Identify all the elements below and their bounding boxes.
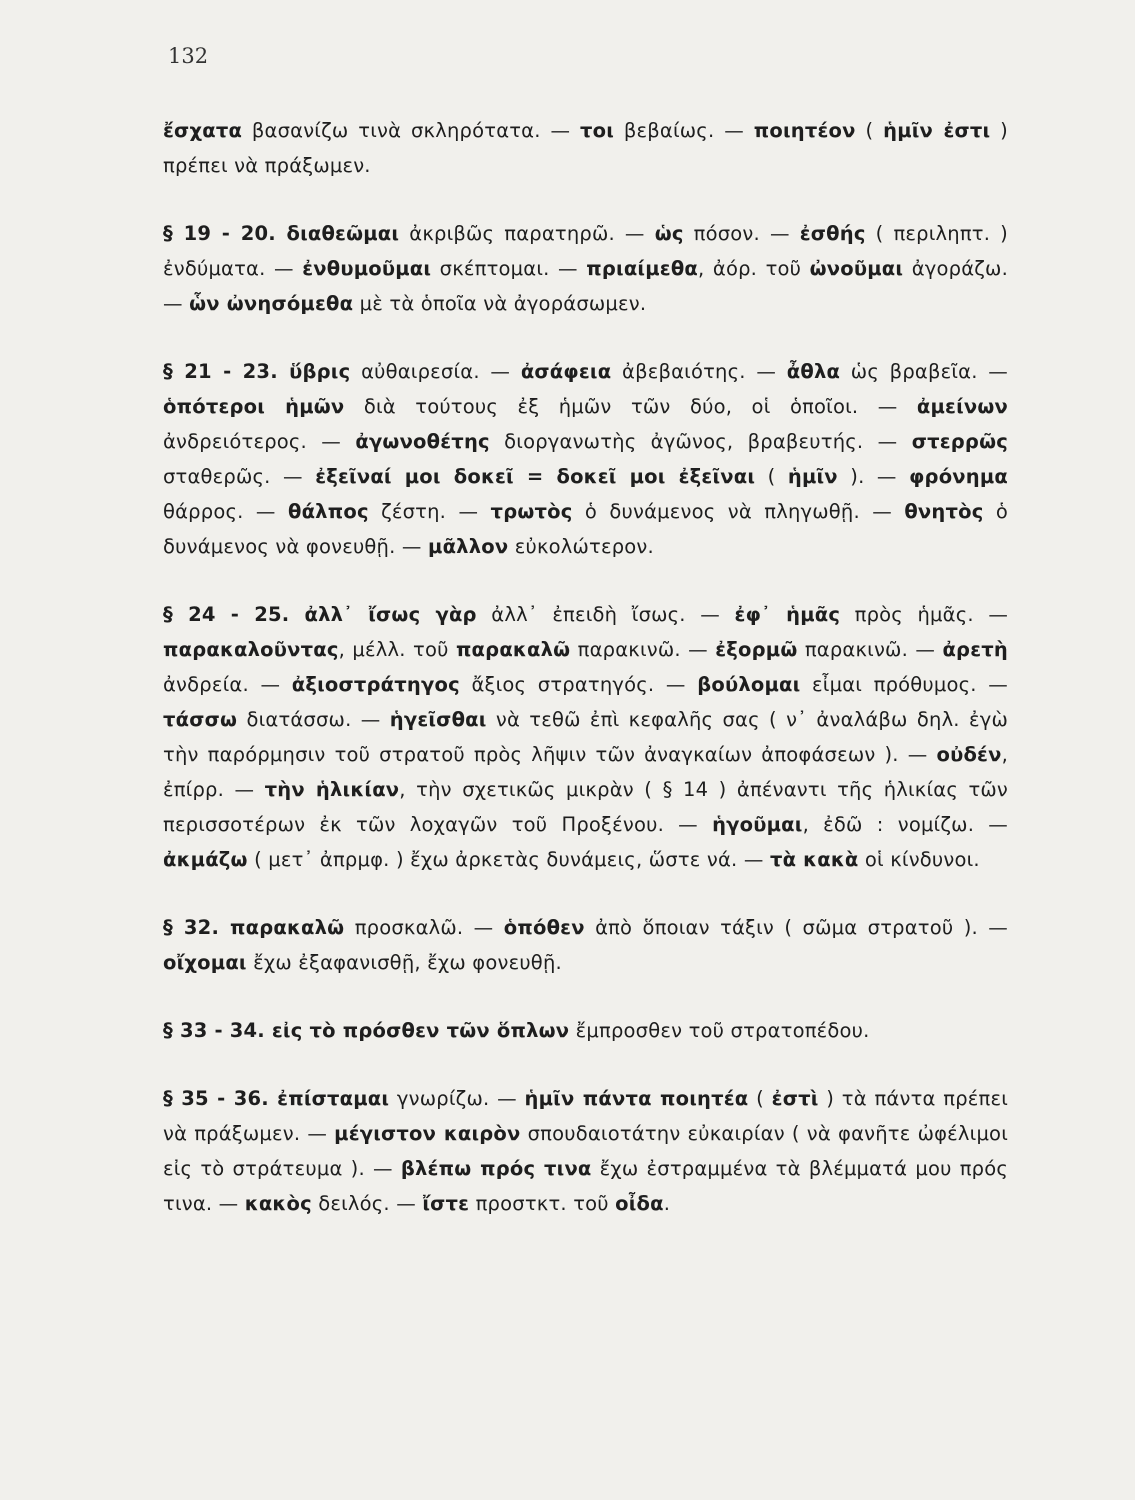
lemma-term: ἡμῖν ἐστι <box>883 119 991 142</box>
lemma-term: ἐφ᾽ ἡμᾶς <box>734 603 841 626</box>
gloss-text: ) τὰ πάντα πρέπει νὰ πράξωμεν. — <box>163 1087 1009 1145</box>
gloss-text: ὁ δυνάμενος νὰ φονευθῇ. — <box>163 500 1009 558</box>
gloss-text: , μέλλ. τοῦ <box>338 638 456 661</box>
gloss-text: ἀνδρειότερος. — <box>163 430 356 453</box>
lemma-term: ἐξεῖναί μοι δοκεῖ = δοκεῖ μοι ἐξεῖναι <box>315 465 756 488</box>
paragraph <box>163 354 1008 564</box>
lemma-term: κακὸς <box>244 1192 312 1215</box>
gloss-text: πόσον. — <box>683 222 800 245</box>
lemma-term: παρακαλοῦντας <box>163 638 339 661</box>
lemma-term: § 32. παρακαλῶ <box>163 916 345 939</box>
lemma-term: ἀμείνων <box>916 395 1008 418</box>
lemma-term: ἀρετὴ <box>942 638 1008 661</box>
lemma-term: οἶδα <box>615 1192 664 1215</box>
gloss-text: σταθερῶς. — <box>163 465 316 488</box>
lemma-term: ὁπόθεν <box>503 916 585 939</box>
lemma-term: ἆθλα <box>786 360 841 383</box>
gloss-text: , τὴν σχετικῶς μικρὰν ( § 14 ) ἀπέναντι τῆς ἡλικίας τῶν περισσοτέρων ἐκ τῶν λοχαγῶν τοῦ Προξένου. — <box>163 778 1009 836</box>
lemma-term: πριαίμεθα <box>586 257 699 280</box>
lemma-term: ὁπότεροι ἡμῶν <box>163 395 345 418</box>
gloss-text: διοργανωτὴς ἀγῶνος, βραβευτής. — <box>489 430 912 453</box>
paragraph <box>163 1081 1008 1221</box>
gloss-text: παρακινῶ. — <box>797 638 943 661</box>
gloss-text: οἱ κίνδυνοι. <box>858 848 980 871</box>
page-body <box>163 113 1008 1221</box>
gloss-text: εἶμαι πρόθυμος. — <box>800 673 1008 696</box>
lemma-term: τοι <box>580 119 615 142</box>
paragraph <box>163 1013 1008 1048</box>
paragraph <box>163 216 1008 321</box>
lemma-term: ἡγεῖσθαι <box>389 708 487 731</box>
lemma-term: ἐσθής <box>799 222 866 245</box>
gloss-text: ἔχω ἐστραμμένα τὰ βλέμματά μου πρός τινα. — <box>163 1157 1009 1215</box>
gloss-text: ζέστη. — <box>368 500 491 523</box>
gloss-text: ἀπὸ ὅποιαν τάξιν ( σῶμα στρατοῦ ). — <box>584 916 1008 939</box>
lemma-term: στερρῶς <box>911 430 1008 453</box>
lemma-term: § 19 - 20. διαθεῶμαι <box>163 222 400 245</box>
gloss-text: ἄξιος στρατηγός. — <box>459 673 698 696</box>
gloss-text: θάρρος. — <box>163 500 288 523</box>
lemma-term: μέγιστον καιρὸν <box>334 1122 521 1145</box>
paragraph <box>163 597 1008 877</box>
gloss-text: ἀγοράζω. — <box>163 257 1008 315</box>
gloss-text: προσκαλῶ. — <box>344 916 504 939</box>
gloss-text: ( <box>755 465 788 488</box>
paragraph <box>163 910 1008 980</box>
gloss-text: προστκτ. τοῦ <box>469 1192 616 1215</box>
gloss-text: δειλός. — <box>311 1192 423 1215</box>
gloss-text: ἀβεβαιότης. — <box>611 360 787 383</box>
gloss-text: ( περιληπτ. ) ἐνδύματα. — <box>163 222 1008 280</box>
gloss-text: αὐθαιρεσία. — <box>350 360 521 383</box>
lemma-term: παρακαλῶ <box>455 638 571 661</box>
lemma-term: ποιητέον <box>753 119 856 142</box>
lemma-term: ἡμῖν πάντα ποιητέα <box>524 1087 749 1110</box>
gloss-text: διατάσσω. — <box>237 708 390 731</box>
lemma-term: θάλπος <box>287 500 369 523</box>
lemma-term: φρόνημα <box>909 465 1009 488</box>
lemma-term: ἡμῖν <box>787 465 838 488</box>
gloss-text: ὁ δυνάμενος νὰ πληγωθῇ. — <box>572 500 905 523</box>
gloss-text: ἀλλ᾽ ἐπειδὴ ἴσως. — <box>476 603 735 626</box>
gloss-text: νὰ τεθῶ ἐπὶ κεφαλῆς σας ( ν᾽ ἀναλάβω δηλ. ἐγὼ τὴν παρόρμησιν τοῦ στρατοῦ πρὸς λῆψιν τῶν ἀναγκαίων ἀποφάσεων ). — <box>163 708 1009 766</box>
gloss-text: ὡς βραβεῖα. — <box>840 360 1008 383</box>
lemma-term: § 24 - 25. ἀλλ᾽ ἴσως γὰρ <box>163 603 477 626</box>
lemma-term: § 35 - 36. ἐπίσταμαι <box>163 1087 390 1110</box>
lemma-term: βούλομαι <box>697 673 801 696</box>
gloss-text: ). — <box>837 465 910 488</box>
gloss-text: ( μετ᾽ ἀπρμφ. ) ἔχω ἀρκετὰς δυνάμεις, ὥστε νά. — <box>247 848 770 871</box>
gloss-text: , ἐδῶ : νομίζω. — <box>802 813 1008 836</box>
lemma-term: ἀξιοστράτηγος <box>291 673 460 696</box>
gloss-text: εὐκολώτερον. <box>508 535 654 558</box>
gloss-text: γνωρίζω. — <box>389 1087 525 1110</box>
lemma-term: τρωτὸς <box>490 500 573 523</box>
gloss-text: πρὸς ἡμᾶς. — <box>840 603 1009 626</box>
gloss-text: , ἀόρ. τοῦ <box>698 257 810 280</box>
lemma-term: ἐνθυμοῦμαι <box>302 257 432 280</box>
gloss-text: βεβαίως. — <box>614 119 754 142</box>
lemma-term: τὰ κακὰ <box>769 848 859 871</box>
lemma-term: ἡγοῦμαι <box>712 813 803 836</box>
gloss-text: διὰ τούτους ἐξ ἡμῶν τῶν δύο, οἱ ὁποῖοι. — <box>344 395 917 418</box>
lemma-term: ἔσχατα <box>163 119 243 142</box>
gloss-text: ( <box>748 1087 772 1110</box>
gloss-text: σκέπτομαι. — <box>431 257 587 280</box>
gloss-text: ἔμπροσθεν τοῦ στρατοπέδου. <box>569 1019 870 1042</box>
lemma-term: ἐξορμῶ <box>715 638 798 661</box>
lemma-term: ὡς <box>654 222 684 245</box>
lemma-term: θνητὸς <box>904 500 984 523</box>
gloss-text: ( <box>855 119 884 142</box>
gloss-text: . <box>663 1192 671 1215</box>
gloss-text: ἔχω ἐξαφανισθῇ, ἔχω φονευθῇ. <box>246 951 562 974</box>
gloss-text: μὲ τὰ ὁποῖα νὰ ἀγοράσωμεν. <box>353 292 647 315</box>
lemma-term: μᾶλλον <box>428 535 509 558</box>
lemma-term: ὠνοῦμαι <box>809 257 904 280</box>
gloss-text: ) πρέπει νὰ πράξωμεν. <box>163 119 1008 177</box>
lemma-term: τὴν ἡλικίαν <box>264 778 400 801</box>
gloss-text: ἀκριβῶς παρατηρῶ. — <box>399 222 655 245</box>
lemma-term: ἀγωνοθέτης <box>355 430 490 453</box>
lemma-term: οὐδέν <box>936 743 1002 766</box>
lemma-term: ἀκμάζω <box>163 848 248 871</box>
gloss-text: ἀνδρεία. — <box>163 673 292 696</box>
gloss-text: παρακινῶ. — <box>570 638 716 661</box>
paragraph <box>163 113 1008 183</box>
lemma-term: τάσσω <box>163 708 238 731</box>
page-number: 132 <box>168 44 209 68</box>
lemma-term: ἴστε <box>422 1192 470 1215</box>
lemma-term: βλέπω πρός τινα <box>400 1157 592 1180</box>
lemma-term: ἀσάφεια <box>520 360 612 383</box>
gloss-text: σπουδαιοτάτην εὐκαιρίαν ( νὰ φανῆτε ὠφέλιμοι εἰς τὸ στράτευμα ). — <box>163 1122 1008 1180</box>
lemma-term: ἐστὶ <box>771 1087 819 1110</box>
lemma-term: ὧν ὠνησόμεθα <box>189 292 354 315</box>
lemma-term: § 33 - 34. εἰς τὸ πρόσθεν τῶν ὅπλων <box>163 1019 570 1042</box>
lemma-term: § 21 - 23. ὕβρις <box>163 360 351 383</box>
gloss-text: , ἐπίρρ. — <box>163 743 1008 801</box>
lemma-term: οἴχομαι <box>163 951 247 974</box>
gloss-text: βασανίζω τινὰ σκληρότατα. — <box>242 119 581 142</box>
